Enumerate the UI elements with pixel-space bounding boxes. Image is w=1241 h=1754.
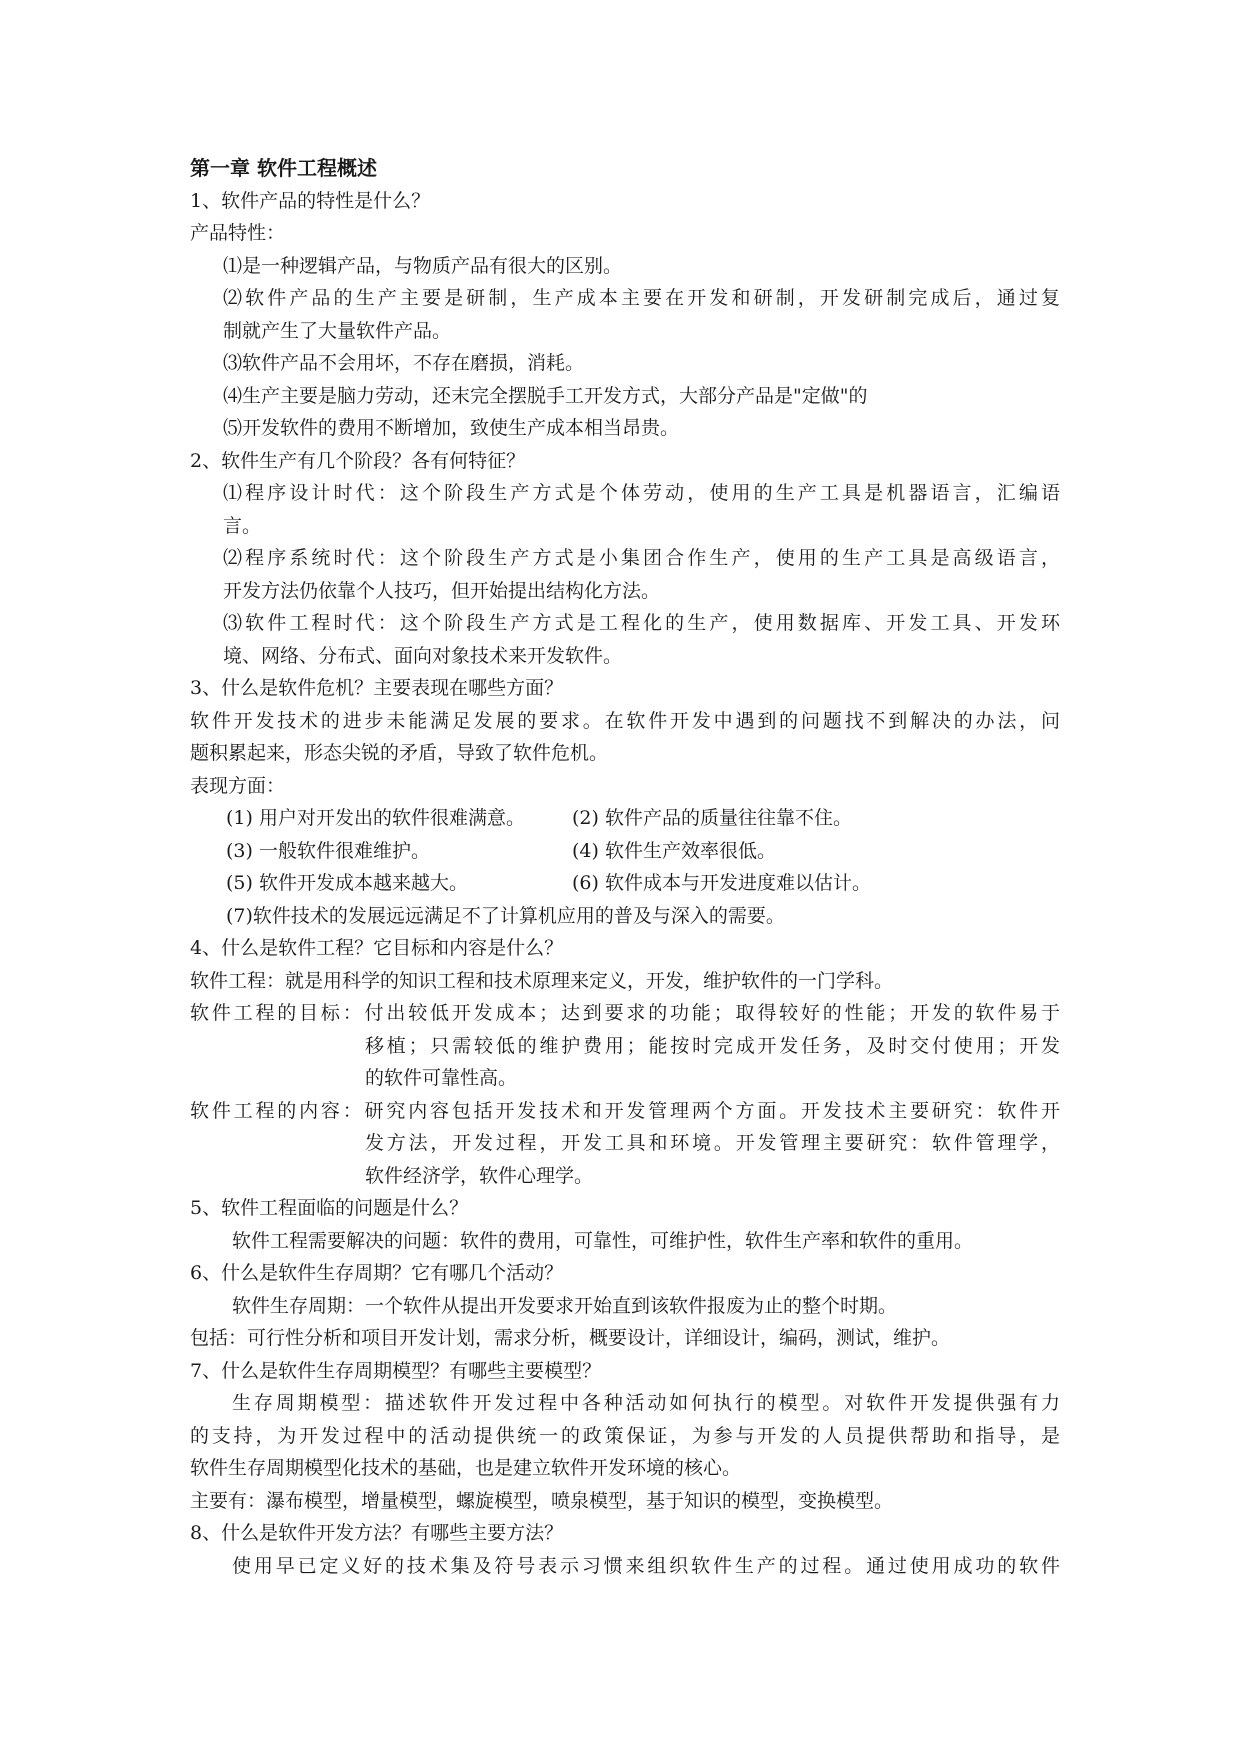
paragraph-line: 使用早已定义好的技术集及符号表示习惯来组织软件生产的过程。通过使用成功的软件	[232, 1554, 1060, 1577]
paragraph-line: 的支持，为开发过程中的活动提供统一的政策保证，为参与开发的人员提供帮助和指导，是	[190, 1424, 1060, 1447]
paragraph-line: 题积累起来，形态尖锐的矛盾，导致了软件危机。	[190, 742, 609, 764]
paragraph-line-hanging: 的软件可靠性高。	[365, 1067, 518, 1089]
paragraph-line: 软件工程的目标：付出较低开发成本；达到要求的功能；取得较好的性能；开发的软件易于	[190, 1002, 1060, 1024]
chapter-title: 第一章 软件工程概述	[190, 156, 377, 180]
list-item: (3) 一般软件很难维护。	[226, 839, 430, 862]
document-body	[190, 152, 1060, 1582]
question-1: 1、软件产品的特性是什么？	[190, 189, 431, 212]
list-item-continuation: 言。	[223, 514, 262, 537]
paragraph-line-hanging: 软件经济学，软件心理学。	[365, 1164, 594, 1187]
paragraph-line: 软件生存周期：一个软件从提出开发要求开始直到该软件报废为止的整个时期。	[232, 1294, 898, 1317]
question-6: 6、什么是软件生存周期？它有哪几个活动？	[190, 1262, 564, 1284]
paragraph-line: 包括：可行性分析和项目开发计划，需求分析，概要设计，详细设计，编码，测试，维护。	[190, 1327, 951, 1349]
two-column-row	[190, 867, 1060, 900]
answer-label: 产品特性：	[190, 222, 286, 244]
list-item-continuation: 制就产生了大量软件产品。	[223, 319, 452, 342]
paragraph-line: 软件工程的内容：研究内容包括开发技术和开发管理两个方面。开发技术主要研究：软件开	[190, 1099, 1060, 1122]
list-item: ⑵程序系统时代：这个阶段生产方式是小集团合作生产，使用的生产工具是高级语言，	[223, 547, 1060, 569]
question-4: 4、什么是软件工程？它目标和内容是什么？	[190, 937, 564, 959]
question-3: 3、什么是软件危机？主要表现在哪些方面？	[190, 677, 564, 699]
paragraph-line: 软件工程需要解决的问题：软件的费用，可靠性，可维护性，软件生产率和软件的重用。	[232, 1229, 974, 1252]
list-item: ⑶软件工程时代：这个阶段生产方式是工程化的生产，使用数据库、开发工具、开发环	[223, 612, 1060, 634]
paragraph-line: 软件工程：就是用科学的知识工程和技术原理来定义，开发，维护软件的一门学科。	[190, 969, 894, 992]
paragraph-line-hanging: 发方法，开发过程，开发工具和环境。开发管理主要研究：软件管理学，	[365, 1132, 1060, 1154]
paragraph-line: 生存周期模型：描述软件开发过程中各种活动如何执行的模型。对软件开发提供强有力	[232, 1392, 1060, 1414]
list-item-continuation: 境、网络、分布式、面向对象技术来开发软件。	[223, 644, 623, 667]
paragraph-line-hanging: 移植；只需较低的维护费用；能按时完成开发任务，及时交付使用；开发	[365, 1034, 1060, 1057]
list-item: ⑶软件产品不会用坏，不存在磨损，消耗。	[223, 352, 585, 374]
list-item-continuation: 开发方法仍依靠个人技巧，但开始提出结构化方法。	[223, 579, 661, 602]
list-item: (5) 软件开发成本越来越大。	[226, 872, 468, 894]
list-item: ⑸开发软件的费用不断增加，致使生产成本相当昂贵。	[223, 417, 680, 439]
question-8: 8、什么是软件开发方法？有哪些主要方法？	[190, 1522, 564, 1544]
list-item: (2) 软件产品的质量往往靠不住。	[572, 807, 852, 829]
list-item: ⑴程序设计时代：这个阶段生产方式是个体劳动，使用的生产工具是机器语言，汇编语	[223, 482, 1060, 504]
list-item: (1) 用户对开发出的软件很难满意。	[226, 807, 525, 829]
list-item: ⑵软件产品的生产主要是研制，生产成本主要在开发和研制，开发研制完成后，通过复	[223, 287, 1060, 309]
list-item: (7)软件技术的发展远远满足不了计算机应用的普及与深入的需要。	[226, 904, 785, 927]
answer-label: 表现方面：	[190, 774, 286, 797]
paragraph-line: 软件生存周期模型化技术的基础，也是建立软件开发环境的核心。	[190, 1457, 742, 1479]
paragraph-line: 软件开发技术的进步未能满足发展的要求。在软件开发中遇到的问题找不到解决的办法，问	[190, 709, 1060, 732]
question-2: 2、软件生产有几个阶段？各有何特征？	[190, 449, 526, 472]
two-column-row	[190, 802, 1060, 835]
question-7: 7、什么是软件生存周期模型？有哪些主要模型？	[190, 1359, 602, 1382]
question-5: 5、软件工程面临的问题是什么？	[190, 1197, 469, 1219]
list-item: ⑷生产主要是脑力劳动，还末完全摆脱手工开发方式，大部分产品是"定做"的	[223, 384, 868, 407]
two-column-row	[190, 835, 1060, 868]
list-item: (6) 软件成本与开发进度难以估计。	[572, 872, 871, 894]
list-item: ⑴是一种逻辑产品，与物质产品有很大的区别。	[223, 254, 623, 277]
list-item: (4) 软件生产效率很低。	[572, 839, 776, 862]
paragraph-line: 主要有：瀑布模型，增量模型，螺旋模型，喷泉模型，基于知识的模型，变换模型。	[190, 1489, 894, 1512]
